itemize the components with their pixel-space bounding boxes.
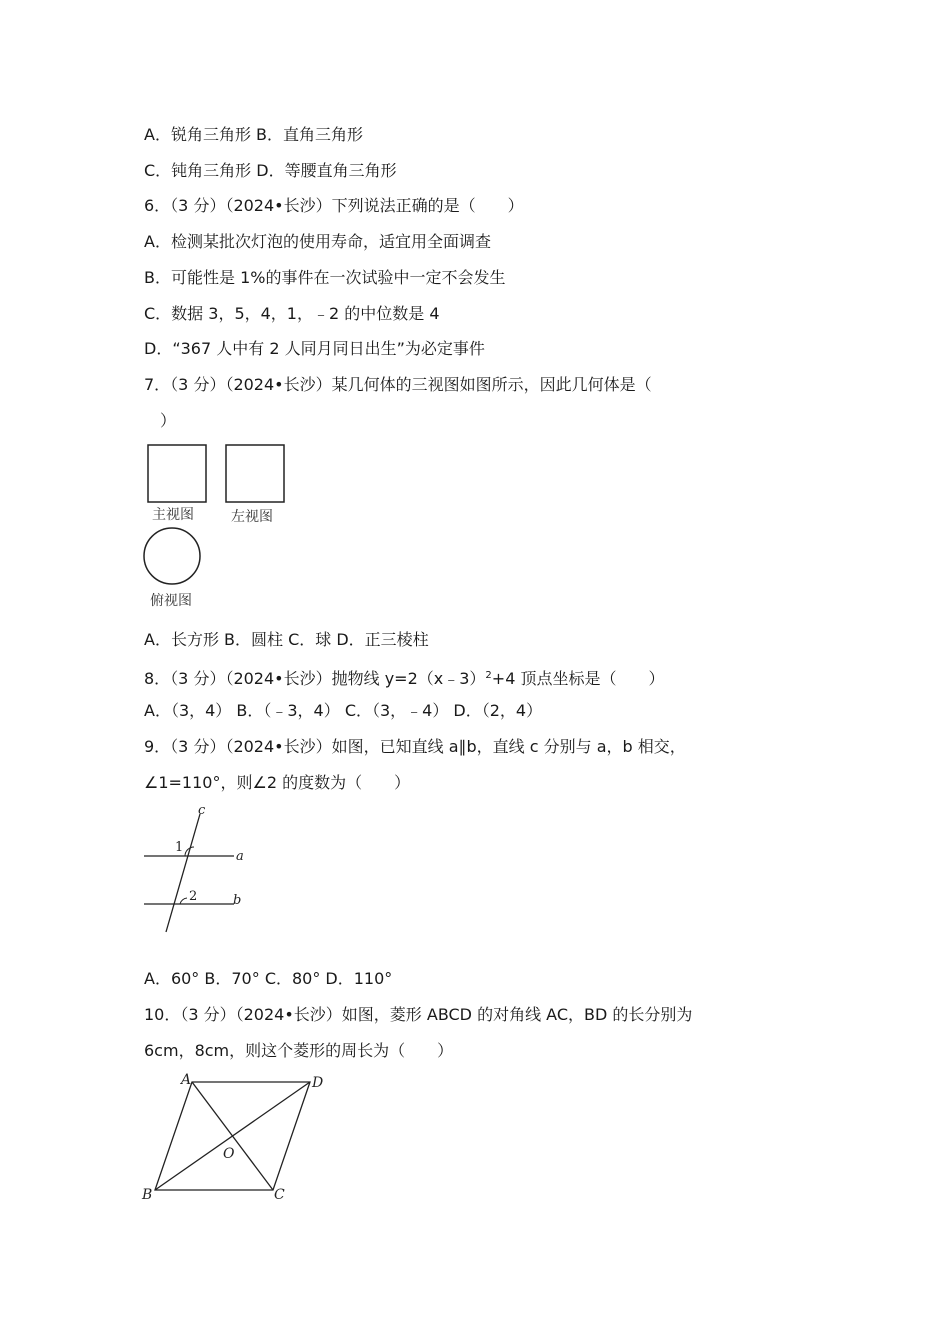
q8-options: A．（3，4） B．（﹣3，4） C．（3，﹣4） D．（2，4） [144, 701, 543, 720]
parallel-lines-drawing [140, 800, 260, 940]
label-2: 2 [189, 889, 198, 904]
front-view-label: 主视图 [152, 507, 194, 523]
q8-stem-pre: 8．（3 分）（2024•长沙）抛物线 y=2（x﹣3） [144, 669, 486, 688]
label-c: c [198, 803, 206, 818]
q5-options-ab: A．锐角三角形 B．直角三角形 [144, 125, 364, 144]
q8-stem [144, 665, 664, 687]
three-views-drawing [142, 440, 322, 615]
label-A: A [181, 1072, 192, 1088]
q9-parallel-lines-figure [140, 800, 260, 940]
top-view-circle [144, 528, 200, 584]
q7-stem-continued: ） [144, 411, 177, 430]
q6-option-c: C．数据 3，5，4，1，﹣2 的中位数是 4 [144, 304, 440, 323]
label-b: b [233, 893, 242, 908]
q10-stem: 10．（3 分）（2024•长沙）如图，菱形 ABCD 的对角线 AC，BD 的长分别为 [144, 1005, 693, 1024]
q9-stem: 9．（3 分）（2024•长沙）如图，已知直线 a∥b，直线 c 分别与 a，b 相交， [144, 737, 686, 756]
q10-rhombus-figure [138, 1068, 338, 1208]
q6-option-a: A．检测某批次灯泡的使用寿命，适宜用全面调查 [144, 232, 491, 251]
rhombus-drawing [138, 1068, 338, 1208]
top-view-label: 俯视图 [150, 593, 192, 609]
q9-options: A．60° B．70° C．80° D．110° [144, 969, 393, 988]
left-view-label: 左视图 [231, 509, 273, 525]
angle-2-arc [180, 898, 187, 904]
label-O: O [223, 1146, 235, 1162]
left-view-square [226, 445, 284, 502]
label-B: B [142, 1187, 153, 1203]
label-a: a [236, 849, 244, 864]
q9-stem-continued: ∠1=110°，则∠2 的度数为（ ） [144, 773, 411, 792]
q5-options-cd: C．钝角三角形 D．等腰直角三角形 [144, 161, 397, 180]
q10-stem-continued: 6cm，8cm，则这个菱形的周长为（ ） [144, 1041, 454, 1060]
q7-three-views-figure [142, 440, 322, 615]
front-view-square [148, 445, 206, 502]
q6-option-d: D．“367 人中有 2 人同月同日出生”为必定事件 [144, 339, 485, 358]
q8-stem-exponent: 2 [485, 670, 492, 681]
label-D: D [312, 1075, 324, 1091]
q7-options: A．长方形 B．圆柱 C．球 D．正三棱柱 [144, 630, 429, 649]
label-C: C [274, 1187, 285, 1203]
line-c [166, 814, 200, 932]
q8-stem-post: +4 顶点坐标是（ ） [491, 669, 665, 688]
q6-stem: 6．（3 分）（2024•长沙）下列说法正确的是（ ） [144, 196, 524, 215]
diagonal-bd [155, 1082, 310, 1190]
q7-stem: 7．（3 分）（2024•长沙）某几何体的三视图如图所示，因此几何体是（ [144, 375, 652, 394]
label-1: 1 [175, 840, 184, 855]
q6-option-b: B．可能性是 1%的事件在一次试验中一定不会发生 [144, 268, 506, 287]
